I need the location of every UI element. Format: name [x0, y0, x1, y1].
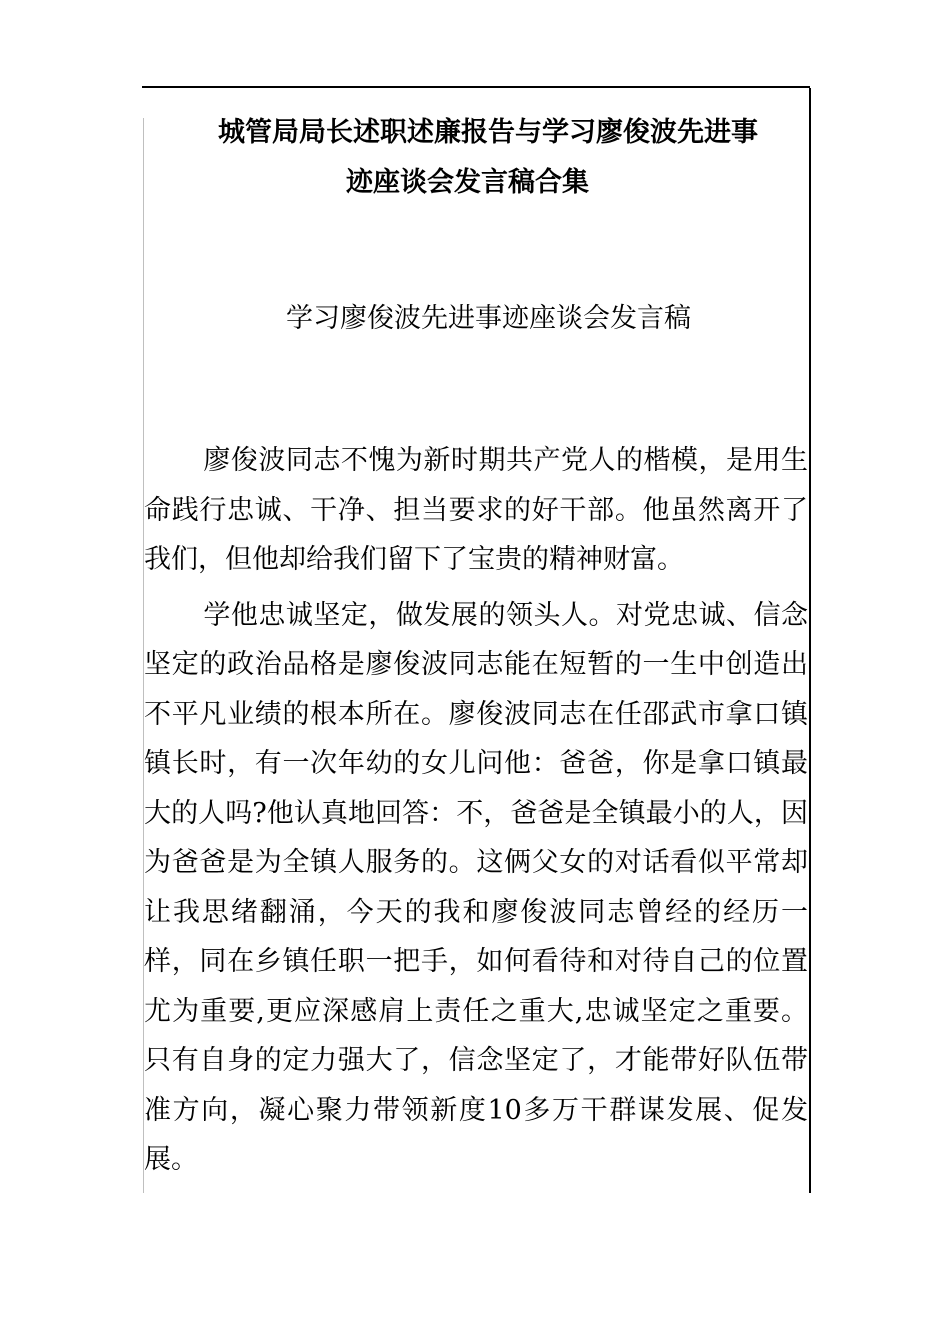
document-body	[144, 108, 808, 1185]
section-title: 学习廖俊波先进事迹座谈会发言稿	[286, 303, 691, 334]
document-title-line-2: 迹座谈会发言稿合集	[346, 167, 589, 198]
document-title	[144, 108, 808, 208]
right-border-line	[809, 88, 811, 1193]
paragraph-1: 廖俊波同志不愧为新时期共产党人的楷模，是用生命践行忠诚、干净、担当要求的好干部。他虽然离开了我们，但他却给我们留下了宝贵的精神财富。	[144, 445, 808, 575]
document-title-line-1: 城管局局长述职述廉报告与学习廖俊波先进事	[218, 117, 758, 148]
header-rule	[142, 86, 810, 88]
paragraph-2: 学他忠诚坚定，做发展的领头人。对党忠诚、信念坚定的政治品格是廖俊波同志能在短暂的一生中创造出不平凡业绩的根本所在。廖俊波同志在任邵武市拿口镇镇长时，有一次年幼的女儿问他：爸爸，你是拿口镇最大的人吗?他认真地回答：不，爸爸是全镇最小的人，因为爸爸是为全镇人服务的。这俩父女的对话看似平常却让我思绪翻涌，今天的我和廖俊波同志曾经的经历一样，同在乡镇任职一把手，如何看待和对待自己的位置尤为重要,更应深感肩上责任之重大,忠诚坚定之重要。只有自身的定力强大了，信念坚定了，才能带好队伍带准方向，凝心聚力带领新度10多万干群谋发展、促发展。	[144, 599, 808, 1175]
